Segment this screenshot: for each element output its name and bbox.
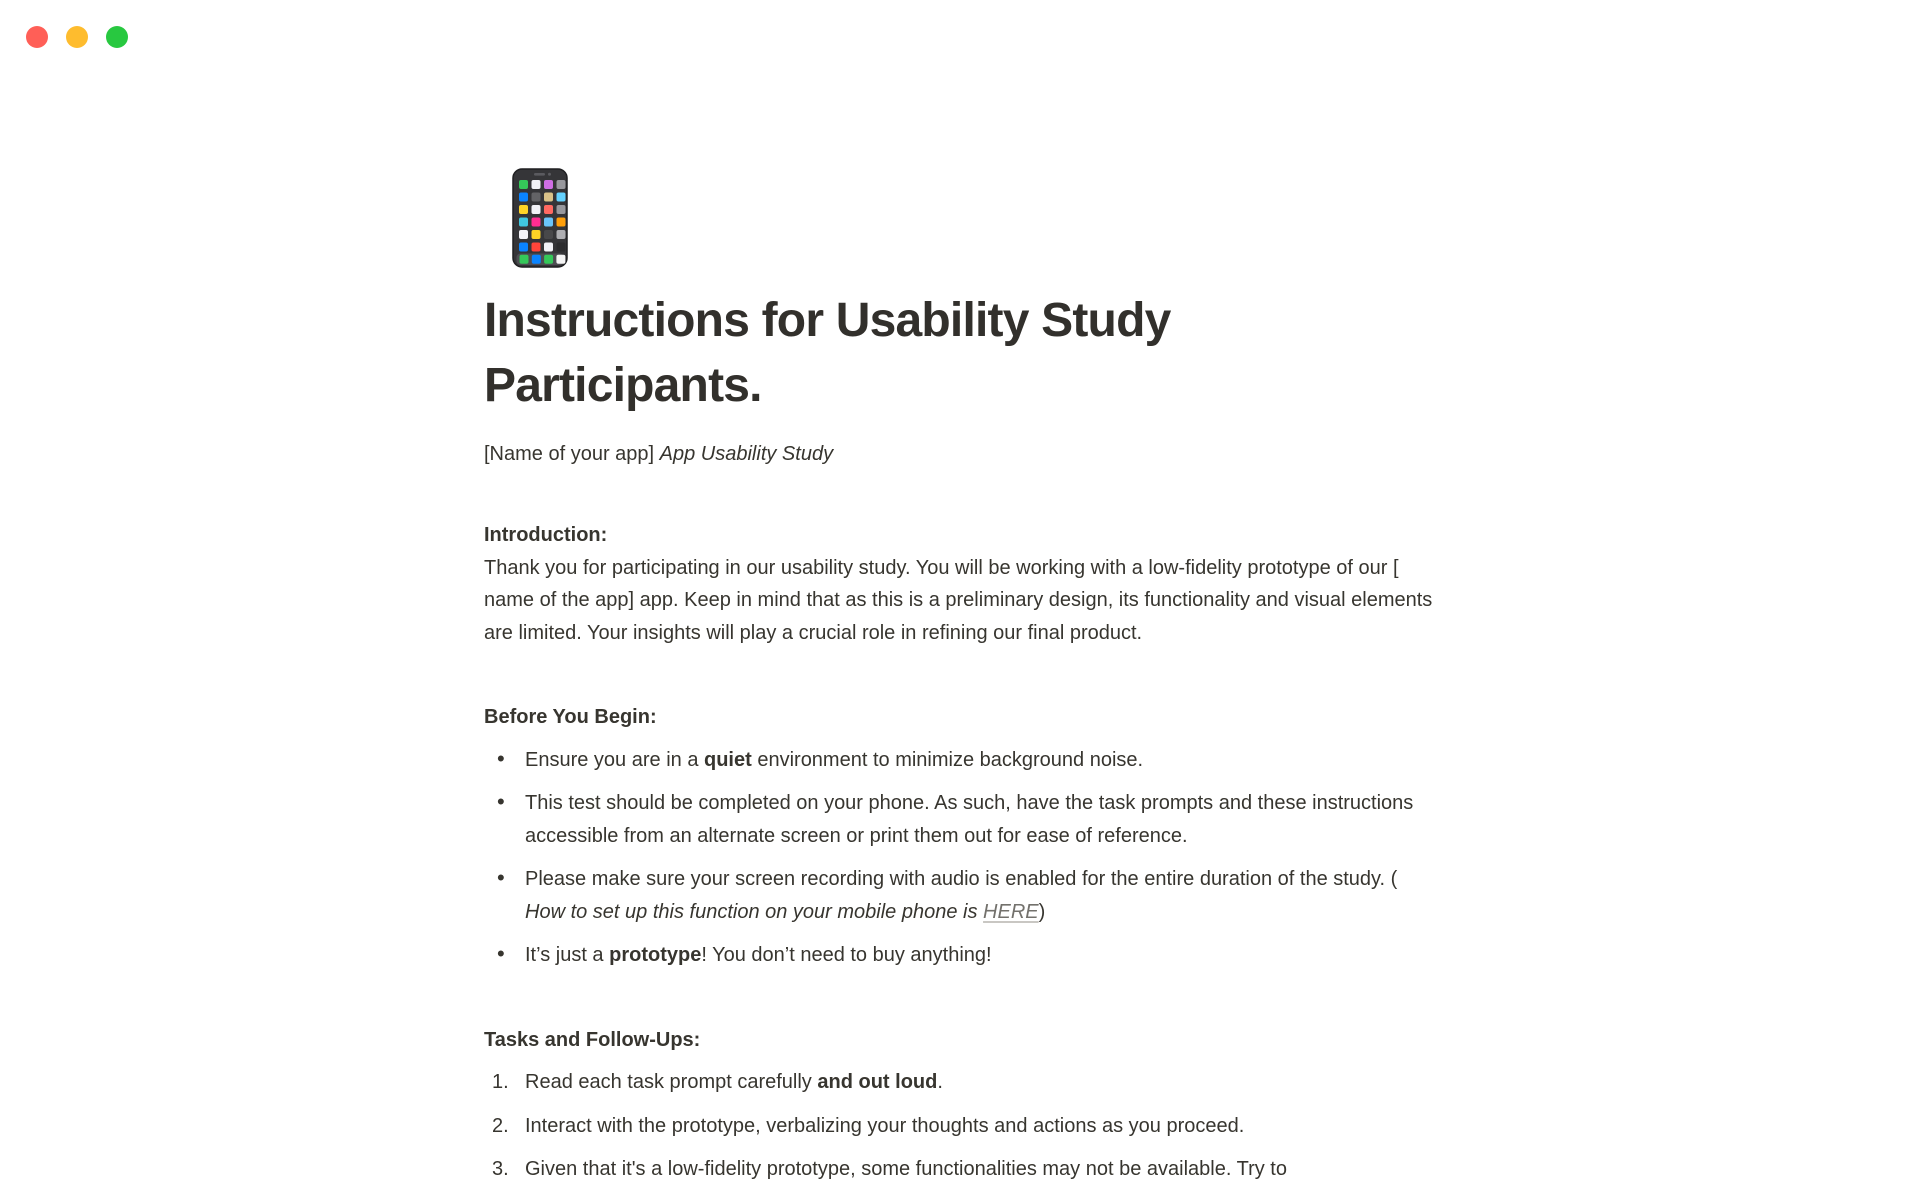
number-label: 1. [492,1071,509,1093]
numbered-text [525,1158,1287,1180]
text-run: quiet [704,748,752,771]
page-title: Instructions for Usability Study Participants. [484,294,1171,412]
text-run: [Name of your app] [484,443,660,465]
number-label: 3. [492,1158,509,1180]
bullet-icon: • [497,745,505,771]
mobile-phone-emoji-graphic [512,168,568,268]
bullet-text [525,944,992,966]
bullet-text [525,868,1397,923]
bullet-icon: • [497,789,505,814]
section-before-you-begin [484,701,1436,972]
bullet-text [525,749,1143,771]
close-button[interactable] [26,26,48,48]
text-run: Please make sure your screen recording with audio is enabled for the entire duration of the study. ( [525,868,1398,890]
bullet-icon: • [497,865,505,890]
text-run: Interact with the prototype, verbalizing your thoughts and actions as you proceed. [525,1114,1245,1137]
page-subtitle [484,441,1436,467]
tasks-list [484,1066,1436,1186]
page-content [484,0,1436,1186]
bullet-icon: • [497,941,505,966]
text-run: Thank you for participating in our usability study. You will be working with a low-fidelity prototype of our [ name of the app] app. Keep in mind that as this is a preliminary design, its functionality and visual elements are limited. Your insights will play a crucial role in refining our final product. [484,556,1433,644]
numbered-item [484,1066,1436,1099]
text-run: environment to minimize background noise. [751,748,1144,771]
numbered-item [484,1110,1436,1143]
numbered-text [525,1071,943,1093]
introduction-paragraph [484,552,1436,650]
bullet-item [484,744,1436,777]
text-run: Given that it's a low-fidelity prototype, some functionalities may not be available. Try to [525,1158,1287,1180]
bullet-item [484,787,1436,852]
minimize-button[interactable] [66,26,88,48]
numbered-item [484,1153,1436,1186]
window-controls [26,26,128,48]
text-run: prototype [609,944,702,966]
text-run: It’s just a [525,944,610,966]
bullet-text [525,792,1413,847]
text-run: ) [1038,900,1046,923]
before-you-begin-list [484,744,1436,972]
numbered-text [525,1115,1244,1137]
text-run: Read each task prompt carefully [525,1071,818,1093]
text-run: ! You don’t need to buy anything! [701,944,992,966]
text-run: App Usability Study [659,443,834,465]
section-tasks-and-follow-ups [484,1024,1436,1186]
text-run: This test should be completed on your phone. As such, have the task prompts and these instructions accessible from an alternate screen or print them out for ease of reference. [525,792,1414,847]
introduction-heading: Introduction: [484,524,608,546]
tasks-heading: Tasks and Follow-Ups: [484,1028,701,1051]
here-link[interactable]: HERE [983,900,1039,923]
mobile-phone-icon[interactable] [512,168,568,268]
zoom-button[interactable] [106,26,128,48]
number-label: 2. [492,1114,509,1137]
section-introduction [484,519,1436,649]
bullet-item [484,863,1436,928]
text-run: How to set up this function on your mobile phone is [525,900,984,923]
text-run: and out loud [817,1071,938,1093]
text-run: . [937,1071,943,1093]
bullet-item [484,939,1436,972]
text-run: Ensure you are in a [525,748,704,771]
before-you-begin-heading: Before You Begin: [484,706,657,728]
